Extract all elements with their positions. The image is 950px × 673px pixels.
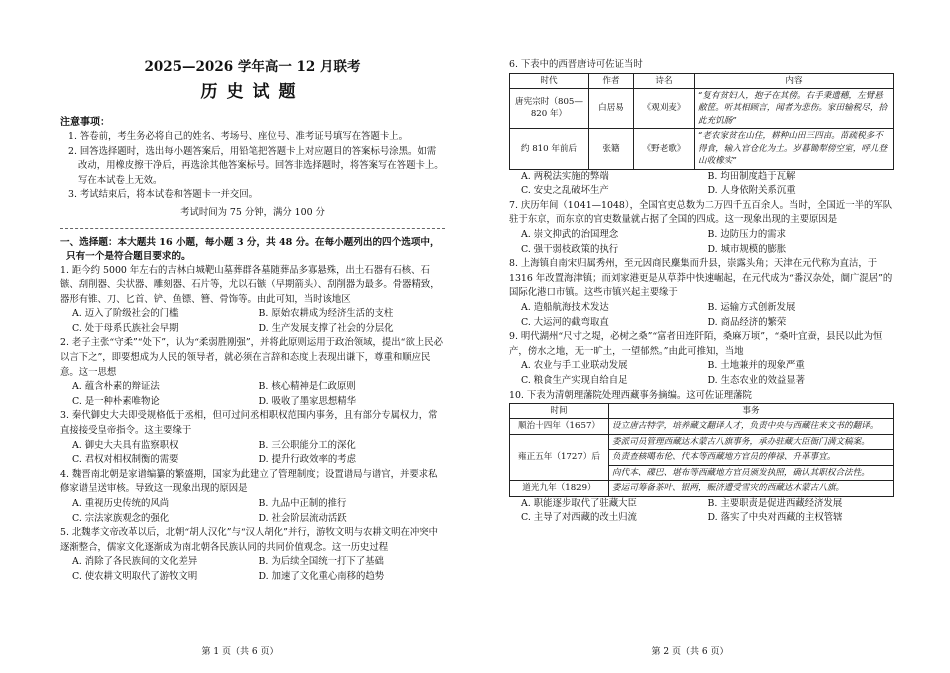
option[interactable]: C. 粮食生产实现自给自足 — [521, 374, 628, 386]
table-cell: 道光九年（1829） — [510, 481, 609, 497]
option[interactable]: B. 九品中正制的推行 — [258, 498, 347, 509]
option[interactable]: A. 两税法实施的弊端 — [521, 170, 609, 182]
notice-item: 1. 答卷前，考生务必将自己的姓名、考场号、座位号、准考证号填写在答题卡上。 — [68, 131, 409, 142]
option[interactable]: A. 崇文抑武的治国理念 — [521, 228, 619, 240]
option[interactable]: D. 城市规模的膨胀 — [707, 243, 787, 255]
question-7: 7. 庆历年间（1041—1048），全国官吏总数为二万四千五百余人。当时，全国近一半的军队驻于东京，而东京的官吏数量就占据了全国的四成。这一现象出现的主要原因是 — [509, 199, 893, 226]
option[interactable]: A. 农业与手工业联动发展 — [521, 360, 628, 372]
notice-heading: 注意事项： — [60, 117, 110, 128]
table-header: 内容 — [695, 73, 894, 88]
notice-item: 3. 考试结束后，将本试卷和答题卡一并交回。 — [68, 189, 259, 200]
option[interactable]: D. 社会阶层流动活跃 — [258, 512, 347, 524]
notice-item: 2. 回答选择题时，选出每小题答案后，用铅笔把答题卡上对应题目的答案标号涂黑。如需改动，用橡皮擦干净后，再选涂其他答案标号。回答非选择题时，将答案写在答题卡上。写在本试卷上无效。 — [68, 145, 444, 186]
question-8: 8. 上海镇自南宋归属秀州，至元因商民麇集而升县，崇露头角；天津在元代称为直沽，于 1316 年改置海津镇；而刘家港更是从草莽中快速崛起，在元代成为“番汉杂处，阛广混居”的国际化港口市镇。这些市镇兴起主要缘于 — [509, 258, 893, 299]
table-header: 时间 — [510, 404, 609, 419]
option[interactable]: B. 运输方式创新发展 — [707, 301, 796, 313]
option[interactable]: C. 是一种朴素唯物论 — [72, 395, 160, 407]
option[interactable]: A. 御史大夫具有监察职权 — [72, 439, 179, 451]
table-cell: “复有贫妇人，抱子在其傍。右手秉遗穗，左臂悬敝筐。听其相顾言，闻者为悲伤。家田输税尽，拾此充饥肠” — [695, 88, 894, 129]
table-cell: 《野老歌》 — [634, 129, 695, 170]
time-info: 考试时间为 75 分钟，满分 100 分 — [180, 206, 325, 218]
option[interactable]: B. 三公职能分工的深化 — [258, 439, 356, 451]
table-cell: 白居易 — [589, 88, 634, 129]
option[interactable]: C. 宗法家族观念的强化 — [72, 512, 170, 524]
question-1: 1. 距今约 5000 年左右的吉林白城靶山墓葬群各墓随葬品多寡悬殊，出土石器有石核、石镞、刮削器、尖状器、雕刻器、石片等，尤以石镞（早期箭头）、刮削器为最多。骨器精致，器形有锥、刀、匕首、铲、鱼镖、簪、骨饰等。由此可知，当时该地区 — [60, 264, 440, 305]
table-header: 事务 — [609, 404, 894, 419]
table-header: 时代 — [510, 73, 589, 88]
option[interactable]: C. 大运河的截弯取直 — [521, 316, 609, 328]
option[interactable]: B. 核心精神是仁政原则 — [258, 381, 356, 393]
table-row — [510, 419, 894, 435]
table-row — [510, 88, 894, 129]
option[interactable]: C. 君权对相权制衡的需要 — [72, 454, 179, 466]
table-cell: 顺治十四年（1657） — [510, 419, 609, 435]
table-cell: 约 810 年前后 — [510, 129, 589, 170]
option[interactable]: A. 职能逐步取代了驻藏大臣 — [521, 497, 637, 509]
question-3: 3. 秦代御史大夫即受规格低于丞相，但可过问丞相职权范围内事务，且有部分专属权力，常直接接受皇帝指令。这主要缘于 — [60, 410, 438, 437]
dashed-divider — [60, 228, 445, 229]
table-cell: 向代本、碟巴、堪布等西藏地方官员颁发执照，确认其职权合法性。 — [609, 465, 894, 481]
table-cell: 委运司筹备茶叶、银两，赈济遭受雪灾的西藏达木蒙古八旗。 — [609, 481, 894, 497]
option[interactable]: B. 边防压力的需求 — [707, 228, 786, 240]
option[interactable]: D. 落实了中央对西藏的主权管辖 — [707, 512, 843, 524]
right-column — [509, 58, 894, 526]
table-cell: 张籍 — [589, 129, 634, 170]
question-10-table — [509, 403, 894, 497]
exam-title: 2025—2026 学年高一 12 月联考 — [144, 59, 361, 75]
option[interactable]: C. 强干弱枝政策的执行 — [521, 243, 619, 255]
option[interactable]: D. 生产发展支撑了社会的分层化 — [258, 322, 394, 334]
question-9-options — [509, 359, 894, 388]
page-footer: 第 1 页（共 6 页） — [201, 647, 279, 657]
option[interactable]: B. 土地兼并的现象严重 — [707, 360, 805, 372]
table-cell: 《观刈麦》 — [634, 88, 695, 129]
question-10: 10. 下表为清朝理藩院处理西藏事务摘编。这可佐证理藩院 — [509, 389, 752, 401]
question-5: 5. 北魏孝文帝改革以后，北朝“胡人汉化”与“汉人胡化”并行，游牧文明与农耕文明在冲突中逐渐整合，儒家文化逐渐成为南北朝各民族认同的共同价值观念。这一历史过程 — [60, 527, 438, 553]
option[interactable]: D. 商品经济的繁荣 — [707, 316, 787, 328]
question-5-options — [60, 555, 445, 584]
option[interactable]: C. 主导了对西藏的改土归流 — [521, 512, 637, 524]
option[interactable]: C. 处于母系氏族社会早期 — [72, 322, 179, 334]
question-9: 9. 明代湖州“尺寸之堤，必树之桑”“富者田连阡陌，桑麻万顷”，“桑叶宜蚕，县民以此为恒产，傍水之地，无一旷土，一望郁然。”由此可推知，当地 — [509, 331, 883, 357]
question-6-table — [509, 73, 894, 170]
table-cell: 雍正五年（1727）后 — [510, 434, 609, 481]
table-cell: 设立唐古特学，培养藏文翻译人才，负责中央与西藏往来文书的翻译。 — [609, 419, 894, 435]
subject-title: 历史试题 — [200, 82, 305, 102]
table-header: 作者 — [589, 73, 634, 88]
question-7-options — [509, 228, 894, 257]
question-2: 2. 老子主张“守柔”“处下”，认为“柔弱胜刚强”，并将此原则运用于政治领域，提出“欲上民必以言下之”，即要想成为人民的领导者，就必须在言辞和态度上表现出谦下，尊重和顺应民意。这一思想 — [60, 337, 443, 378]
table-row — [510, 434, 894, 450]
table-cell: 负责查核噶布伦、代本等西藏地方官员的俸禄、升革事宜。 — [609, 450, 894, 466]
table-header: 诗名 — [634, 73, 695, 88]
option[interactable]: B. 均田制度趋于瓦解 — [707, 170, 796, 182]
option[interactable]: A. 造船航海技术发达 — [521, 301, 609, 313]
option[interactable]: D. 生态农业的效益显著 — [707, 374, 806, 386]
page-footer: 第 2 页（共 6 页） — [651, 647, 729, 657]
option[interactable]: D. 加速了文化重心南移的趋势 — [258, 570, 385, 582]
section-heading: 一、选择题：本大题共 16 小题，每小题 3 分，共 48 分。在每小题列出的四个选项中，只有一个是符合题目要求的。 — [60, 236, 440, 262]
question-3-options — [60, 439, 445, 468]
question-6: 6. 下表中的西晋唐诗可佐证当时 — [509, 59, 643, 70]
left-column — [60, 58, 445, 585]
option[interactable]: D. 吸收了墨家思想精华 — [258, 395, 357, 407]
table-row — [510, 129, 894, 170]
question-2-options — [60, 380, 445, 409]
option[interactable]: A. 消除了各民族间的文化差异 — [72, 556, 198, 568]
question-4: 4. 魏晋南北朝是家谱编纂的繁盛期，国家为此建立了管理制度；设置谱局与谱官，并要求私修家谱呈送审核。导致这一现象出现的原因是 — [60, 468, 438, 495]
option[interactable]: C. 使农耕文明取代了游牧文明 — [72, 570, 198, 582]
option[interactable]: B. 主要职责是促进西藏经济发展 — [707, 497, 843, 509]
option[interactable]: C. 安史之乱破坏生产 — [521, 185, 609, 197]
question-6-options — [509, 170, 894, 199]
option[interactable]: B. 原始农耕成为经济生活的支柱 — [258, 308, 394, 320]
question-1-options — [60, 307, 445, 336]
table-cell: 委派司员管理西藏达木蒙古八旗事务，承办驻藏大臣衙门满文稿案。 — [609, 434, 894, 450]
question-4-options — [60, 497, 445, 526]
option[interactable]: D. 人身依附关系沉重 — [707, 185, 796, 197]
option[interactable]: D. 提升行政效率的考虑 — [258, 454, 357, 466]
option[interactable]: B. 为后续全国统一打下了基础 — [258, 556, 384, 568]
option[interactable]: A. 迈入了阶级社会的门槛 — [72, 308, 179, 320]
question-10-options — [509, 497, 894, 526]
table-cell: 唐宪宗时（805—820 年） — [510, 88, 589, 129]
table-row — [510, 481, 894, 497]
question-8-options — [509, 301, 894, 330]
option[interactable]: A. 蕴含朴素的辩证法 — [72, 381, 160, 393]
option[interactable]: A. 重视历史传统的风尚 — [72, 498, 170, 509]
table-cell: “老农家贫在山住，耕种山田三四亩。苗疏税多不得食，输入官仓化为土。岁暮锄犁傍空室，呼儿登山收橡实” — [695, 129, 894, 170]
